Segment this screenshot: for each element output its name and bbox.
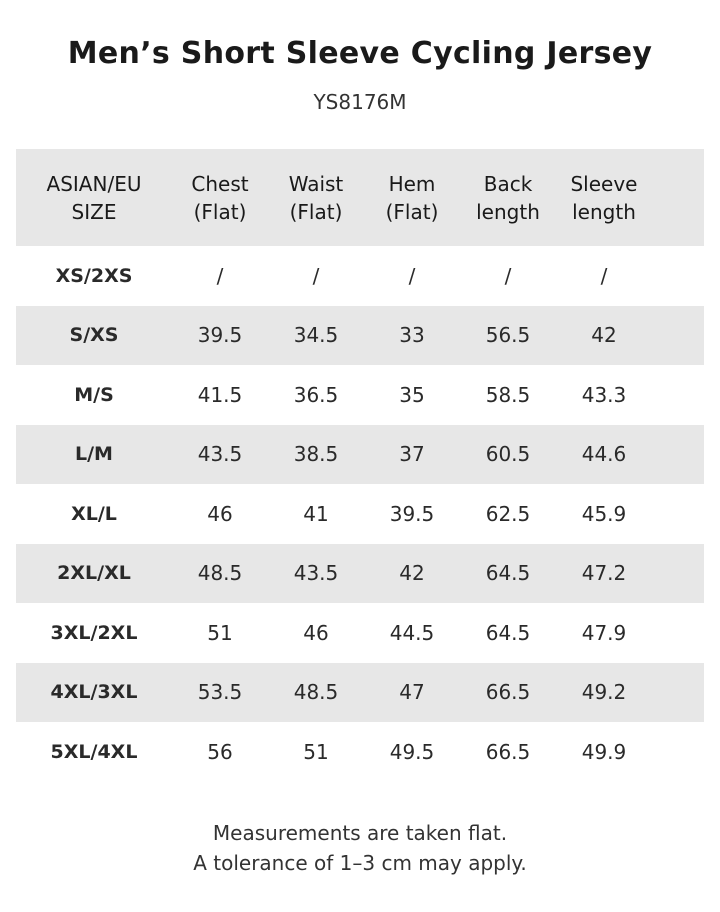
sleeve-length-cell: 47.9 bbox=[581, 620, 627, 645]
back-length-cell: 66.5 bbox=[485, 739, 531, 764]
waist-cell: / bbox=[312, 263, 320, 288]
sleeve-length-cell: 47.2 bbox=[581, 561, 627, 586]
size-cell: S/XS bbox=[69, 324, 119, 347]
size-cell: 5XL/4XL bbox=[50, 740, 138, 763]
waist-cell: 38.5 bbox=[293, 442, 339, 467]
sleeve-length-cell: 49.9 bbox=[581, 739, 627, 764]
chest-cell: 39.5 bbox=[197, 323, 243, 348]
waist-cell: 36.5 bbox=[293, 382, 339, 407]
measurement-note: Measurements are taken flat. bbox=[212, 821, 508, 845]
table-header-row bbox=[16, 149, 704, 246]
sleeve-length-cell: 49.2 bbox=[581, 680, 627, 705]
chest-cell: 51 bbox=[207, 620, 233, 645]
chest-cell: 41.5 bbox=[197, 382, 243, 407]
back-length-cell: 66.5 bbox=[485, 680, 531, 705]
table-row bbox=[16, 544, 704, 604]
sleeve-length-cell: 44.6 bbox=[581, 442, 627, 467]
hem-cell: 47 bbox=[399, 680, 425, 705]
header-back-length: Back length bbox=[476, 171, 540, 224]
back-length-cell: 60.5 bbox=[485, 442, 531, 467]
hem-cell: 42 bbox=[399, 561, 425, 586]
table-row bbox=[16, 484, 704, 544]
table-row bbox=[16, 425, 704, 485]
back-length-cell: 62.5 bbox=[485, 501, 531, 526]
size-cell: 2XL/XL bbox=[57, 562, 131, 585]
size-cell: L/M bbox=[75, 443, 113, 466]
sleeve-length-cell: 42 bbox=[591, 323, 617, 348]
header-hem: Hem (Flat) bbox=[385, 171, 439, 224]
chest-cell: 48.5 bbox=[197, 561, 243, 586]
tolerance-note: A tolerance of 1–3 cm may apply. bbox=[193, 851, 527, 875]
waist-cell: 43.5 bbox=[293, 561, 339, 586]
size-cell: XS/2XS bbox=[55, 264, 133, 287]
header-waist: Waist (Flat) bbox=[288, 171, 344, 224]
size-cell: XL/L bbox=[71, 502, 117, 525]
chest-cell: 46 bbox=[207, 501, 233, 526]
hem-cell: 49.5 bbox=[389, 739, 435, 764]
hem-cell: / bbox=[408, 263, 416, 288]
model-code: YS8176M bbox=[313, 90, 407, 114]
waist-cell: 51 bbox=[303, 739, 329, 764]
back-length-cell: / bbox=[504, 263, 512, 288]
sleeve-length-cell: / bbox=[600, 263, 608, 288]
back-length-cell: 58.5 bbox=[485, 382, 531, 407]
waist-cell: 41 bbox=[303, 501, 329, 526]
chest-cell: 43.5 bbox=[197, 442, 243, 467]
size-chart-table bbox=[16, 149, 704, 782]
table-row bbox=[16, 306, 704, 366]
back-length-cell: 64.5 bbox=[485, 620, 531, 645]
header-sleeve-length: Sleeve length bbox=[570, 171, 638, 224]
chest-cell: 56 bbox=[207, 739, 233, 764]
chest-cell: 53.5 bbox=[197, 680, 243, 705]
chest-cell: / bbox=[216, 263, 224, 288]
back-length-cell: 56.5 bbox=[485, 323, 531, 348]
sleeve-length-cell: 43.3 bbox=[581, 382, 627, 407]
table-row bbox=[16, 365, 704, 425]
waist-cell: 46 bbox=[303, 620, 329, 645]
header-size: ASIAN/EU SIZE bbox=[46, 171, 142, 224]
back-length-cell: 64.5 bbox=[485, 561, 531, 586]
header-chest: Chest (Flat) bbox=[191, 171, 249, 224]
table-row bbox=[16, 722, 704, 782]
hem-cell: 44.5 bbox=[389, 620, 435, 645]
hem-cell: 39.5 bbox=[389, 501, 435, 526]
waist-cell: 48.5 bbox=[293, 680, 339, 705]
size-cell: M/S bbox=[74, 383, 114, 406]
table-row bbox=[16, 663, 704, 723]
hem-cell: 35 bbox=[399, 382, 425, 407]
table-row bbox=[16, 246, 704, 306]
size-cell: 3XL/2XL bbox=[50, 621, 138, 644]
table-row bbox=[16, 603, 704, 663]
sleeve-length-cell: 45.9 bbox=[581, 501, 627, 526]
hem-cell: 33 bbox=[399, 323, 425, 348]
size-cell: 4XL/3XL bbox=[50, 681, 138, 704]
page-title: Men’s Short Sleeve Cycling Jersey bbox=[67, 36, 653, 71]
waist-cell: 34.5 bbox=[293, 323, 339, 348]
hem-cell: 37 bbox=[399, 442, 425, 467]
